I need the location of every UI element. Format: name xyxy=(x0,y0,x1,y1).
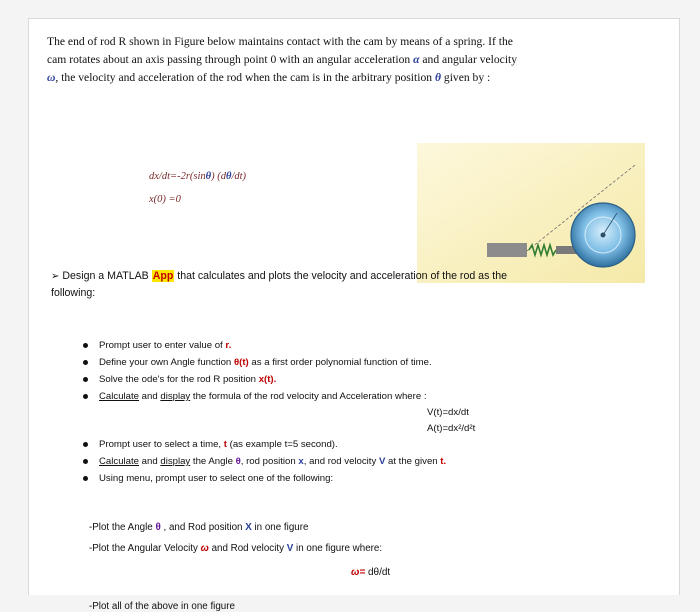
list-item: Prompt user to enter value of r. xyxy=(81,337,641,354)
alpha-symbol: α xyxy=(413,53,420,66)
document-page xyxy=(28,18,680,612)
task-heading xyxy=(51,268,661,302)
requirement-list-1 xyxy=(81,337,641,405)
theta-symbol: θ xyxy=(434,71,441,84)
acceleration-equation: A(t)=dx²/d²t xyxy=(427,423,476,434)
intro-line-3: ω, the velocity and acceleration of the rod when the cam is in the arbitrary position θ given by : xyxy=(47,71,491,84)
list-item: Solve the ode's for the rod R position x(t). xyxy=(81,371,641,388)
task-line-1: ➢ Design a MATLAB App that calculates and plots the velocity and acceleration of the rod as the xyxy=(51,270,508,282)
initial-condition: x(0) =0 xyxy=(149,194,181,205)
list-item: Using menu, prompt user to select one of the following: xyxy=(81,470,641,487)
intro-line-1: The end of rod R shown in Figure below maintains contact with the cam by means of a spring. If the xyxy=(47,35,513,48)
problem-statement xyxy=(47,33,657,87)
omega-symbol: ω xyxy=(47,71,56,84)
rod-body xyxy=(487,243,527,257)
list-item: Calculate and display the formula of the rod velocity and Acceleration where : xyxy=(81,388,641,405)
velocity-equation: V(t)=dx/dt xyxy=(427,407,469,418)
task-line-2: following: xyxy=(51,287,96,299)
omega-definition: ω= dθ/dt xyxy=(351,567,391,578)
list-item: Calculate and display the Angle θ, rod position x, and rod velocity V at the given t. xyxy=(81,453,641,470)
intro-line-2: cam rotates about an axis passing through point 0 with an angular acceleration α and angular velocity xyxy=(47,53,518,66)
option-angle-position: -Plot the Angle θ , and Rod position X in one figure xyxy=(89,522,309,533)
option-plot-all: -Plot all of the above in one figure xyxy=(89,601,235,612)
list-item: Define your own Angle function θ(t) as a first order polynomial function of time. xyxy=(81,354,641,371)
ode-formula: dx/dt=-2r(sinθ) (dθ/dt) xyxy=(149,171,247,182)
requirement-list-2 xyxy=(81,436,641,487)
list-item: Prompt user to select a time, t (as example t=5 second). xyxy=(81,436,641,453)
arrow-bullet-icon: ➢ xyxy=(51,271,60,282)
option-angular-velocity: -Plot the Angular Velocity ω and Rod velocity V in one figure where: xyxy=(89,543,383,554)
cam-rod-spring-illustration xyxy=(417,143,645,283)
app-highlight: App xyxy=(152,270,174,282)
